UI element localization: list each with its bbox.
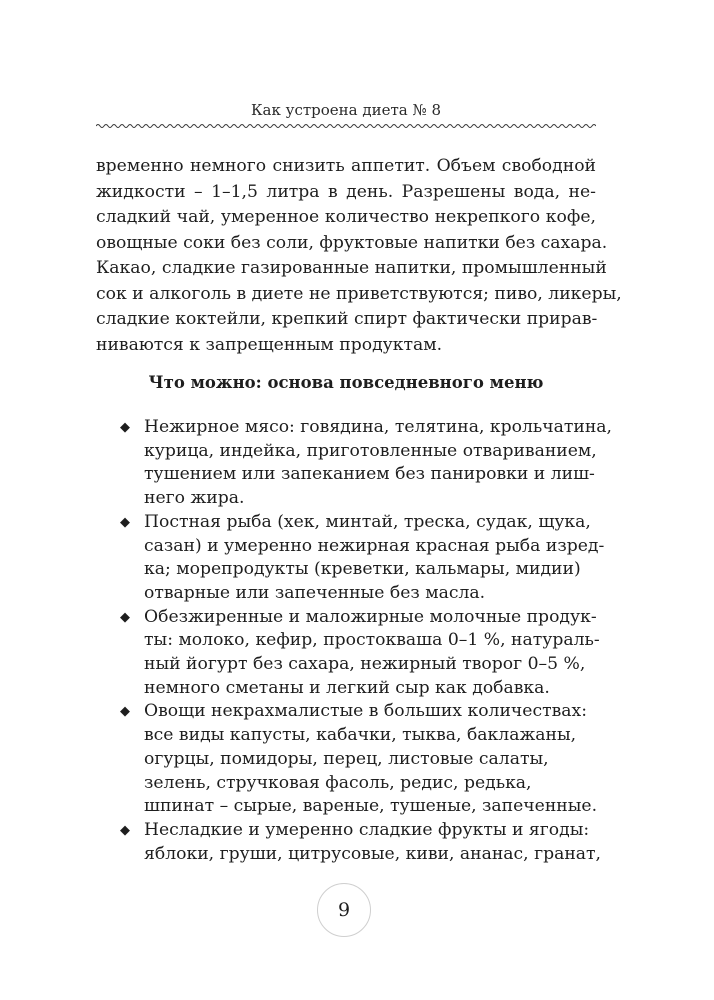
text-line: сок и алкоголь в диете не приветствуются; пиво, ликеры, (96, 283, 622, 304)
text-line: Нежирное мясо: говядина, телятина, крольчатина, (144, 417, 612, 437)
text-line: курица, индейка, приготовленные отвариванием, (144, 440, 597, 461)
text-line: Овощи некрахмалистые в больших количествах: (144, 701, 588, 722)
list-item (120, 819, 600, 866)
text-line: сладкий чай, умеренное количество некрепкого кофе, (96, 207, 596, 227)
text-line: Постная рыба (хек, минтай, треска, судак, щука, (144, 511, 591, 532)
list-item (120, 606, 600, 701)
text-line: сазан) и умеренно нежирная красная рыба изред- (144, 535, 605, 556)
text-line: Обезжиренные и маложирные молочные продук- (144, 606, 597, 627)
text-line: ты: молоко, кефир, простокваша 0–1 %, натураль- (144, 630, 600, 651)
text-line: все виды капусты, кабачки, тыква, баклажаны, (144, 725, 577, 746)
diamond-bullet-icon: ◆ (120, 704, 130, 720)
list-item (120, 416, 612, 511)
text-line: временно немного снизить аппетит. Объем свободной (96, 156, 596, 176)
wavy-header-rule (96, 122, 596, 130)
text-line: тушением или запеканием без панировки и лиш- (144, 464, 595, 485)
diamond-bullet-icon: ◆ (120, 609, 130, 625)
running-header: Как устроена диета № 8 (250, 101, 442, 119)
page-number-badge: 9 (317, 883, 371, 937)
text-line: овощные соки без соли, фруктовые напитки без сахара. (96, 232, 608, 253)
text-line: огурцы, помидоры, перец, листовые салаты, (144, 748, 549, 769)
section-heading: Что можно: основа повседневного меню (148, 373, 544, 392)
diamond-bullet-icon: ◆ (120, 514, 130, 530)
text-line: яблоки, груши, цитрусовые, киви, ананас, гранат, (144, 843, 602, 864)
diamond-bullet-icon: ◆ (120, 822, 130, 838)
text-line: жидкости – 1–1,5 литра в день. Разрешены вода, не- (96, 181, 596, 202)
text-line: ка; морепродукты (креветки, кальмары, мидии) (144, 559, 581, 580)
list-item (120, 511, 605, 606)
text-line: ниваются к запрещенным продуктам. (96, 334, 443, 355)
text-line: шпинат – сырые, вареные, тушеные, запеченные. (144, 796, 598, 817)
text-line: него жира. (144, 488, 245, 509)
text-line: Какао, сладкие газированные напитки, промышленный (96, 258, 607, 278)
intro-paragraph (96, 154, 622, 358)
text-line: отварные или запеченные без масла. (144, 582, 486, 603)
diamond-bullet-icon: ◆ (120, 420, 130, 435)
text-line: ный йогурт без сахара, нежирный творог 0–5 %, (144, 654, 586, 675)
list-item (120, 700, 600, 819)
allowed-foods-list (120, 416, 612, 866)
text-line: немного сметаны и легкий сыр как добавка. (144, 677, 550, 698)
text-line: Несладкие и умеренно сладкие фрукты и ягоды: (144, 819, 590, 840)
text-line: сладкие коктейли, крепкий спирт фактически прирав- (96, 309, 598, 329)
text-line: зелень, стручковая фасоль, редис, редька, (144, 772, 532, 793)
